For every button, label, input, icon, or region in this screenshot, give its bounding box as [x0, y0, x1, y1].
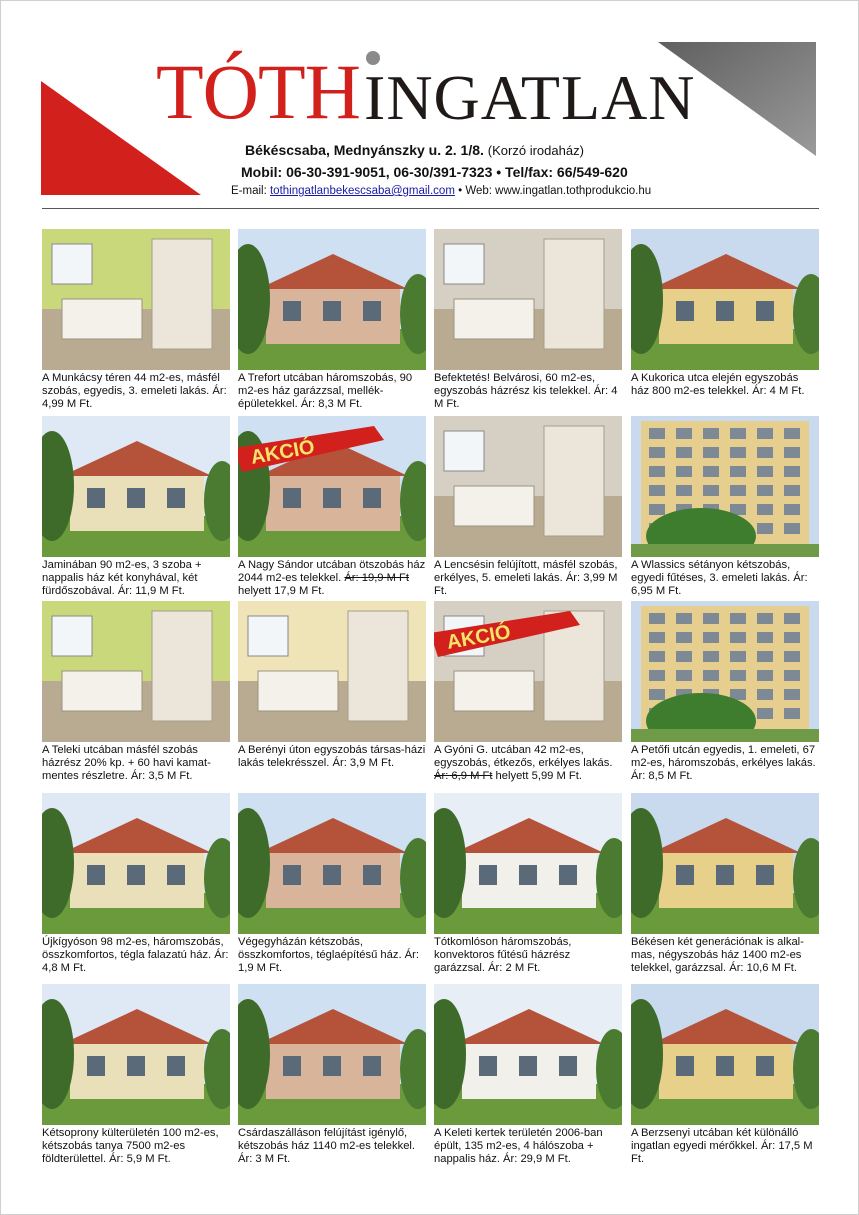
listing-caption: A Gyóni G. utcában 42 m2-es, egyszobás, étkezős, erkélyes lakás. Ár: 6,9 M Ft helyett 5,99 M Ft. [434, 744, 613, 783]
logo-ingatlan: INGATLAN [364, 62, 696, 133]
listing-photo [631, 984, 819, 1125]
listing-photo [42, 229, 230, 370]
listing-caption: A Lencsésin felújított, másfél szobás, erkélyes, 5. emeleti lakás. Ár: 3,99 M Ft. [434, 559, 618, 598]
listing-caption: Végegyházán kétszobás, összkomfortos, téglaépítésű ház. Ár: 1,9 M Ft. [238, 936, 419, 975]
listing-photo [434, 229, 622, 370]
listing-card [42, 793, 230, 976]
svg-text:AKCIÓ: AKCIÓ [445, 621, 513, 654]
listing-card [434, 793, 622, 976]
listing-photo [42, 601, 230, 742]
listing-card [631, 793, 819, 976]
listing-photo [631, 793, 819, 934]
listing-card [631, 601, 819, 784]
listing-card [238, 229, 426, 412]
new-price: helyett 5,99 M Ft. [495, 770, 582, 783]
listing-photo [238, 416, 426, 557]
listing-photo [631, 601, 819, 742]
listing-card [42, 984, 230, 1167]
svg-text:AKCIÓ: AKCIÓ [249, 436, 317, 469]
old-price: Ár: 19,9 M Ft [344, 572, 409, 585]
listing-photo [238, 984, 426, 1125]
listing-card [42, 416, 230, 599]
listing-caption: A Nagy Sándor utcában ötszobás ház 2044 m2-es telekkel. Ár: 19,9 M Ft helyett 17,9 M Ft. [238, 559, 426, 598]
listing-caption: A Munkácsy téren 44 m2-es, másfél szobás, egyedis, 3. emeleti lakás. Ár: 4,99 M Ft. [42, 372, 227, 411]
sale-badge [434, 611, 580, 657]
listing-card [631, 229, 819, 398]
listing-card [631, 984, 819, 1167]
listing-card [434, 416, 622, 599]
listing-card [238, 793, 426, 976]
listing-photo [238, 793, 426, 934]
listing-caption: Tótkomlóson háromszobás, konvektoros fűtésű házrész garázzsal. Ár: 2 M Ft. [434, 936, 572, 975]
listing-caption: A Petőfi utcán egyedis, 1. emeleti, 67 m2-es, háromszobás, erkélyes lakás. Ár: 8,5 M Ft. [631, 744, 816, 783]
listing-photo [42, 984, 230, 1125]
address-line: Békéscsaba, Mednyánszky u. 2. 1/8. (Korzó irodaház) [245, 142, 584, 158]
listing-photo [238, 229, 426, 370]
listing-caption: A Teleki utcában másfél szobás házrész 20% kp. + 60 havi kamat-mentes részletre. Ár: 3,5 M Ft. [42, 744, 211, 783]
listing-photo [42, 793, 230, 934]
email-link[interactable]: tothingatlanbekescsaba@gmail.com [269, 185, 455, 197]
listing-card [238, 984, 426, 1167]
old-price: Ár: 6,9 M Ft [434, 770, 493, 783]
listing-card [434, 601, 622, 784]
listing-card [631, 416, 819, 599]
listing-photo [631, 416, 819, 557]
new-price: helyett 17,9 M Ft. [238, 585, 325, 598]
listing-caption: Újkígyóson 98 m2-es, háromszobás, összkomfortos, tégla falazatú ház. Ár: 4,8 M Ft. [42, 936, 229, 975]
listing-card [238, 601, 426, 770]
listing-caption: A Trefort utcában háromszobás, 90 m2-es ház garázzsal, mellék-épületekkel. Ár: 8,3 M Ft. [238, 372, 413, 411]
listing-caption: A Kukorica utca elején egyszobás ház 800 m2-es telekkel. Ár: 4 M Ft. [631, 372, 805, 398]
listing-photo [434, 601, 622, 742]
listing-caption: A Keleti kertek területén 2006-ban épült, 135 m2-es, 4 hálószoba + nappalis ház. Ár: 29,9 M Ft. [434, 1127, 603, 1166]
listing-photo [631, 229, 819, 370]
listing-caption: Befektetés! Belvárosi, 60 m2-es, egyszobás házrész kis telekkel. Ár: 4 M Ft. [434, 372, 618, 411]
listing-photo [42, 416, 230, 557]
listing-caption: A Berzsenyi utcában két különálló ingatlan egyedi mérőkkel. Ár: 17,5 M Ft. [631, 1127, 813, 1166]
listing-photo [434, 793, 622, 934]
listing-photo [238, 601, 426, 742]
listing-card [434, 984, 622, 1167]
listing-card [238, 416, 426, 599]
listing-caption: Békésen két generációnak is alkal-mas, négyszobás ház 1400 m2-es telekkel, garázzsal. Ár: 10,6 M Ft. [631, 936, 804, 975]
listing-card [42, 229, 230, 412]
listing-caption: Kétsoprony külterületén 100 m2-es, kétszobás tanya 7500 m2-es földterülettel. Ár: 5,9 M Ft. [42, 1127, 219, 1166]
header-divider [42, 208, 819, 209]
listing-caption: A Wlassics sétányon kétszobás, egyedi fűtéses, 3. emeleti lakás. Ár: 6,95 M Ft. [631, 559, 808, 598]
web-line: E-mail: tothingatlanbekescsaba@gmail.com • Web: www.ingatlan.tothprodukcio.hu [231, 185, 652, 197]
sale-badge [238, 426, 384, 472]
listing-caption: Jaminában 90 m2-es, 3 szoba + nappalis ház két konyhával, két fürdőszobával. Ár: 11,9 M Ft. [42, 559, 202, 598]
listing-photo [434, 416, 622, 557]
listing-card [434, 229, 622, 412]
listing-photo [434, 984, 622, 1125]
logo-toth: TÓTH [156, 48, 360, 135]
listing-card [42, 601, 230, 784]
listing-caption: A Berényi úton egyszobás társas-házi lakás telekrésszel. Ár: 3,9 M Ft. [238, 744, 426, 770]
listing-caption: Csárdaszálláson felújítást igénylő, kétszobás ház 1140 m2-es telekkel. Ár: 3 M Ft. [238, 1127, 416, 1166]
phone-line: Mobil: 06-30-391-9051, 06-30/391-7323 • Tel/fax: 66/549-620 [241, 164, 628, 180]
